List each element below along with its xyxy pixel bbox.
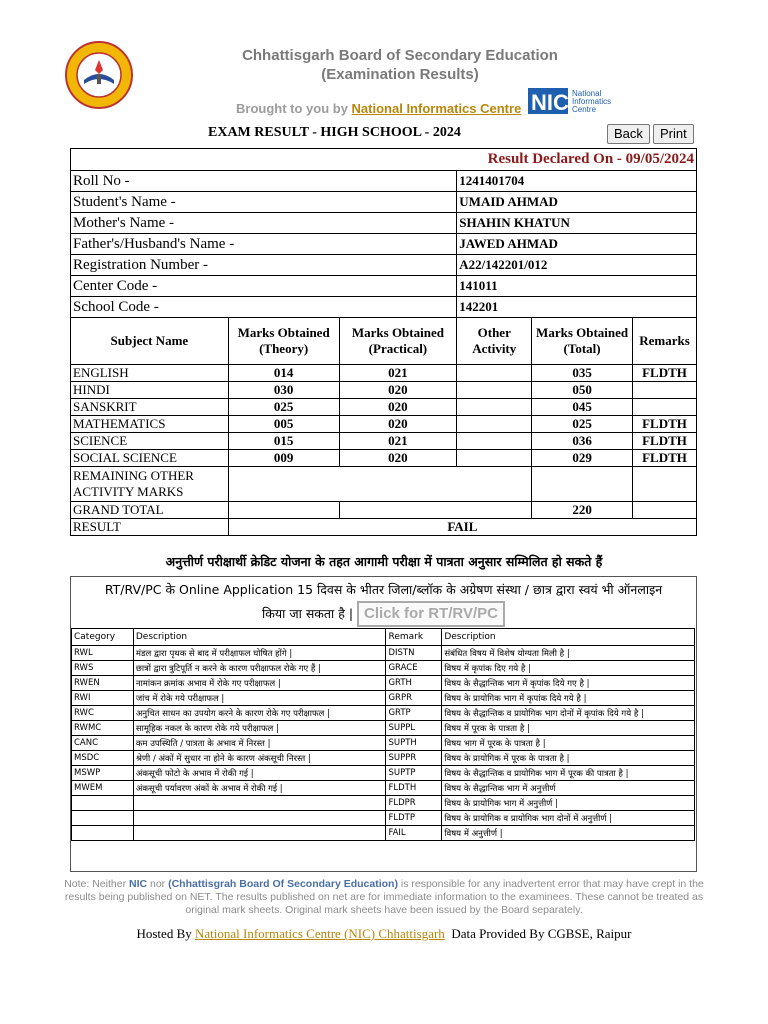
other-activity: [457, 399, 532, 416]
code-description: कम उपस्थिति / पात्रता के अभाव में निरस्त |: [133, 736, 386, 751]
code-remark-description: विषय में अनुत्तीर्ण |: [442, 826, 695, 841]
code-remark: FLDTP: [386, 811, 442, 826]
grand-total-value: 220: [532, 502, 633, 519]
svg-text:NIC: NIC: [531, 90, 569, 115]
code-remark-description: संबंधित विषय में विशेष योग्यता मिली है |: [442, 646, 695, 661]
grand-total-blank2: [339, 502, 532, 519]
note-board: (Chhattisgrah Board Of Secondary Education): [168, 878, 398, 890]
credit-scheme-note: अनुत्तीर्ण परीक्षार्थी क्रेडिट योजना के तहत आगामी परीक्षा में पात्रता अनुसार सम्मिलित हो सकते हैं: [165, 554, 603, 569]
practical-marks: 021: [339, 433, 457, 450]
code-remark: GRTP: [386, 706, 442, 721]
code-category: RWL: [72, 646, 134, 661]
practical-marks: 021: [339, 365, 457, 382]
rt-line1: RT/RV/PC के Online Application 15 दिवस के भीतर जिला/ब्लॉक के अग्रेषण संस्था / छात्र द्वारा स्वयं भी ऑनलाइन: [104, 582, 663, 597]
subject-name: ENGLISH: [71, 365, 229, 382]
page-header: [0, 0, 768, 125]
total-marks: 050: [532, 382, 633, 399]
theory-marks: 030: [228, 382, 339, 399]
registration-value: A22/142201/012: [457, 255, 697, 276]
table-row: [71, 433, 697, 450]
hosted-prefix: Hosted By: [136, 926, 195, 941]
roll-no-value: 1241401704: [457, 171, 697, 192]
code-description: श्रेणी / अंकों में सुधार ना होने के कारण अंकसूची निरस्त |: [133, 751, 386, 766]
result-label: RESULT: [71, 519, 229, 536]
remaining-activity-total: [532, 467, 633, 502]
code-remark-description: विषय के सैद्धान्तिक भाग में कृपांक दिये गए है |: [442, 676, 695, 691]
nic-logo-line2: Informatics: [572, 97, 612, 106]
col-remarks: Remarks: [633, 318, 697, 365]
code-category: RWI: [72, 691, 134, 706]
center-code-label: Center Code -: [71, 276, 457, 297]
hosted-by-footer: [0, 926, 768, 942]
table-row: [72, 661, 695, 676]
table-row: [72, 676, 695, 691]
code-remark-description: विषय के प्रायोगिक भाग में कृपांक दिये गये है |: [442, 691, 695, 706]
nic-chhattisgarh-link[interactable]: National Informatics Centre (NIC) Chhattisgarh: [194, 926, 445, 941]
theory-marks: 015: [228, 433, 339, 450]
board-emblem-icon: [64, 40, 134, 110]
total-marks: 035: [532, 365, 633, 382]
code-category: [72, 796, 134, 811]
code-remark-description: विषय के प्रायोगिक व प्रायोगिक भाग दोनों में अनुत्तीर्ण |: [442, 811, 695, 826]
code-remark-description: विषय में कृपांक दिए गये है |: [442, 661, 695, 676]
nic-link[interactable]: National Informatics Centre: [351, 101, 522, 116]
remaining-activity-value: [228, 467, 531, 502]
table-row: [72, 766, 695, 781]
student-name-value: UMAID AHMAD: [457, 192, 697, 213]
code-category: MSDC: [72, 751, 134, 766]
code-category: MSWP: [72, 766, 134, 781]
table-row: [71, 450, 697, 467]
total-marks: 025: [532, 416, 633, 433]
subject-name: MATHEMATICS: [71, 416, 229, 433]
roll-no-label: Roll No -: [71, 171, 457, 192]
table-row: [72, 811, 695, 826]
code-description: [133, 811, 386, 826]
school-code-value: 142201: [457, 297, 697, 318]
col-marks-theory: Marks Obtained (Theory): [228, 318, 339, 365]
code-description: मंडल द्वारा पृथक से बाद में परीक्षाफल घोषित होंगे |: [133, 646, 386, 661]
subject-name: SANSKRIT: [71, 399, 229, 416]
code-remark: FLDPR: [386, 796, 442, 811]
remarks: FLDTH: [633, 416, 697, 433]
other-activity: [457, 450, 532, 467]
practical-marks: 020: [339, 416, 457, 433]
table-row: [72, 706, 695, 721]
code-remark: FAIL: [386, 826, 442, 841]
remarks: FLDTH: [633, 433, 697, 450]
col-marks-total: Marks Obtained (Total): [532, 318, 633, 365]
code-remark: SUPTP: [386, 766, 442, 781]
table-row: [72, 721, 695, 736]
subject-name: SCIENCE: [71, 433, 229, 450]
table-row: [72, 796, 695, 811]
code-remark-description: विषय भाग में पूरक के पात्रता है |: [442, 736, 695, 751]
remaining-activity-row: [71, 467, 697, 502]
table-row: [72, 826, 695, 841]
code-remark: GRTH: [386, 676, 442, 691]
table-row: [71, 365, 697, 382]
table-row: [72, 691, 695, 706]
print-button[interactable]: Print: [653, 124, 694, 144]
table-row: [72, 736, 695, 751]
codes-table: [71, 628, 695, 841]
code-description: नामांकन क्रमांक अभाव में रोके गए परीक्षाफल |: [133, 676, 386, 691]
table-row: [71, 399, 697, 416]
total-marks: 036: [532, 433, 633, 450]
codes-col-description2: Description: [442, 629, 695, 646]
practical-marks: 020: [339, 399, 457, 416]
code-description: अंकसूची फोटो के अभाव में रोकी गई |: [133, 766, 386, 781]
result-value: FAIL: [228, 519, 696, 536]
codes-col-remark: Remark: [386, 629, 442, 646]
code-category: RWMC: [72, 721, 134, 736]
result-declared-date: Result Declared On - 09/05/2024: [71, 149, 697, 171]
brought-prefix: Brought to you by: [236, 101, 352, 116]
code-remark-description: विषय के सैद्धान्तिक व प्रायोगिक भाग में पूरक की पात्रता है |: [442, 766, 695, 781]
mother-name-label: Mother's Name -: [71, 213, 457, 234]
board-subtitle: (Examination Results): [321, 66, 479, 83]
remarks: FLDTH: [633, 450, 697, 467]
code-remark: SUPTH: [386, 736, 442, 751]
practical-marks: 020: [339, 382, 457, 399]
code-description: अंकसूची पर्यावरण अंकों के अभाव में रोकी गई |: [133, 781, 386, 796]
grand-total-label: GRAND TOTAL: [71, 502, 229, 519]
code-description: छात्रों द्वारा त्रुटिपूर्ति न करने के कारण परीक्षाफल रोके गए हैं |: [133, 661, 386, 676]
code-remark: GRACE: [386, 661, 442, 676]
table-row: [72, 751, 695, 766]
note-nic: NIC: [128, 878, 148, 890]
code-category: RWEN: [72, 676, 134, 691]
theory-marks: 009: [228, 450, 339, 467]
code-remark: GRPR: [386, 691, 442, 706]
theory-marks: 025: [228, 399, 339, 416]
other-activity: [457, 416, 532, 433]
school-code-label: School Code -: [71, 297, 457, 318]
table-row: [72, 646, 695, 661]
board-name: Chhattisgarh Board of Secondary Education: [242, 47, 558, 64]
code-remark: FLDTH: [386, 781, 442, 796]
other-activity: [457, 433, 532, 450]
code-remark: SUPPR: [386, 751, 442, 766]
code-category: RWS: [72, 661, 134, 676]
code-description: जांच में रोके गये परीक्षाफल |: [133, 691, 386, 706]
nic-logo-icon[interactable]: [528, 86, 624, 116]
hosted-suffix: Data Provided By CGBSE, Raipur: [444, 926, 632, 941]
code-remark-description: विषय के सैद्धान्तिक व प्रायोगिक भाग दोनों में कृपांक दिये गये है |: [442, 706, 695, 721]
marks-header-row: [71, 318, 697, 365]
note-part1: Note: Neither: [64, 878, 129, 890]
codes-col-category: Category: [72, 629, 134, 646]
code-remark: SUPPL: [386, 721, 442, 736]
code-remark-description: विषय में पूरक के पात्रता है |: [442, 721, 695, 736]
nic-logo-line1: National: [572, 89, 602, 98]
grand-total-remarks: [633, 502, 697, 519]
total-marks: 045: [532, 399, 633, 416]
disclaimer-note: [60, 878, 708, 917]
table-row: [71, 416, 697, 433]
rt-line2: किया जा सकता है |: [262, 606, 354, 621]
rt-rv-pc-button[interactable]: Click for RT/RV/PC: [357, 601, 505, 627]
other-activity: [457, 382, 532, 399]
table-row: [72, 781, 695, 796]
code-remark-description: विषय के प्रायोगिक भाग में अनुत्तीर्ण |: [442, 796, 695, 811]
remarks: FLDTH: [633, 365, 697, 382]
code-category: RWC: [72, 706, 134, 721]
codes-col-description: Description: [133, 629, 386, 646]
note-part2: nor: [147, 878, 169, 890]
father-name-value: JAWED AHMAD: [457, 234, 697, 255]
theory-marks: 014: [228, 365, 339, 382]
grand-total-blank: [228, 502, 339, 519]
code-description: अनुचित साधन का उपयोग करने के कारण रोके गए परीक्षाफल |: [133, 706, 386, 721]
remarks: [633, 399, 697, 416]
mother-name-value: SHAHIN KHATUN: [457, 213, 697, 234]
code-remark: DISTN: [386, 646, 442, 661]
theory-marks: 005: [228, 416, 339, 433]
table-row: [71, 382, 697, 399]
col-marks-practical: Marks Obtained (Practical): [339, 318, 457, 365]
father-name-label: Father's/Husband's Name -: [71, 234, 457, 255]
grand-total-row: [71, 502, 697, 519]
code-category: MWEM: [72, 781, 134, 796]
practical-marks: 020: [339, 450, 457, 467]
code-description: [133, 826, 386, 841]
col-subject-name: Subject Name: [71, 318, 229, 365]
other-activity: [457, 365, 532, 382]
total-marks: 029: [532, 450, 633, 467]
note-part3: is responsible for any inadvertent error that may have crept in the results being published on NET. The results published on net are for immediate information to the examinees. These cannot be treated as original mark sheets. Original mark sheets have been issued by the Board separately.: [64, 878, 704, 916]
code-remark-description: विषय के सैद्धान्तिक भाग में अनुत्तीर्ण: [442, 781, 695, 796]
col-other-activity: Other Activity: [457, 318, 532, 365]
result-table: [70, 148, 697, 536]
exam-title: EXAM RESULT - HIGH SCHOOL - 2024: [208, 125, 461, 140]
registration-label: Registration Number -: [71, 255, 457, 276]
rt-rv-pc-text: [71, 579, 696, 627]
code-category: CANC: [72, 736, 134, 751]
code-category: [72, 811, 134, 826]
subject-name: SOCIAL SCIENCE: [71, 450, 229, 467]
center-code-value: 141011: [457, 276, 697, 297]
code-remark-description: विषय के प्रायोगिक में पूरक के पात्रता है |: [442, 751, 695, 766]
nic-logo-line3: Centre: [572, 105, 597, 114]
result-row: [71, 519, 697, 536]
student-name-label: Student's Name -: [71, 192, 457, 213]
remarks: [633, 382, 697, 399]
rt-line2-wrap: [71, 601, 696, 627]
back-button[interactable]: Back: [607, 124, 650, 144]
codes-header-row: [72, 629, 695, 646]
code-description: [133, 796, 386, 811]
brought-by-text: [236, 101, 521, 116]
code-category: [72, 826, 134, 841]
subject-name: HINDI: [71, 382, 229, 399]
code-description: सामूहिक नकल के कारण रोके गये परीक्षाफल |: [133, 721, 386, 736]
remaining-activity-label: REMAINING OTHER ACTIVITY MARKS: [71, 467, 229, 502]
remaining-activity-remarks: [633, 467, 697, 502]
